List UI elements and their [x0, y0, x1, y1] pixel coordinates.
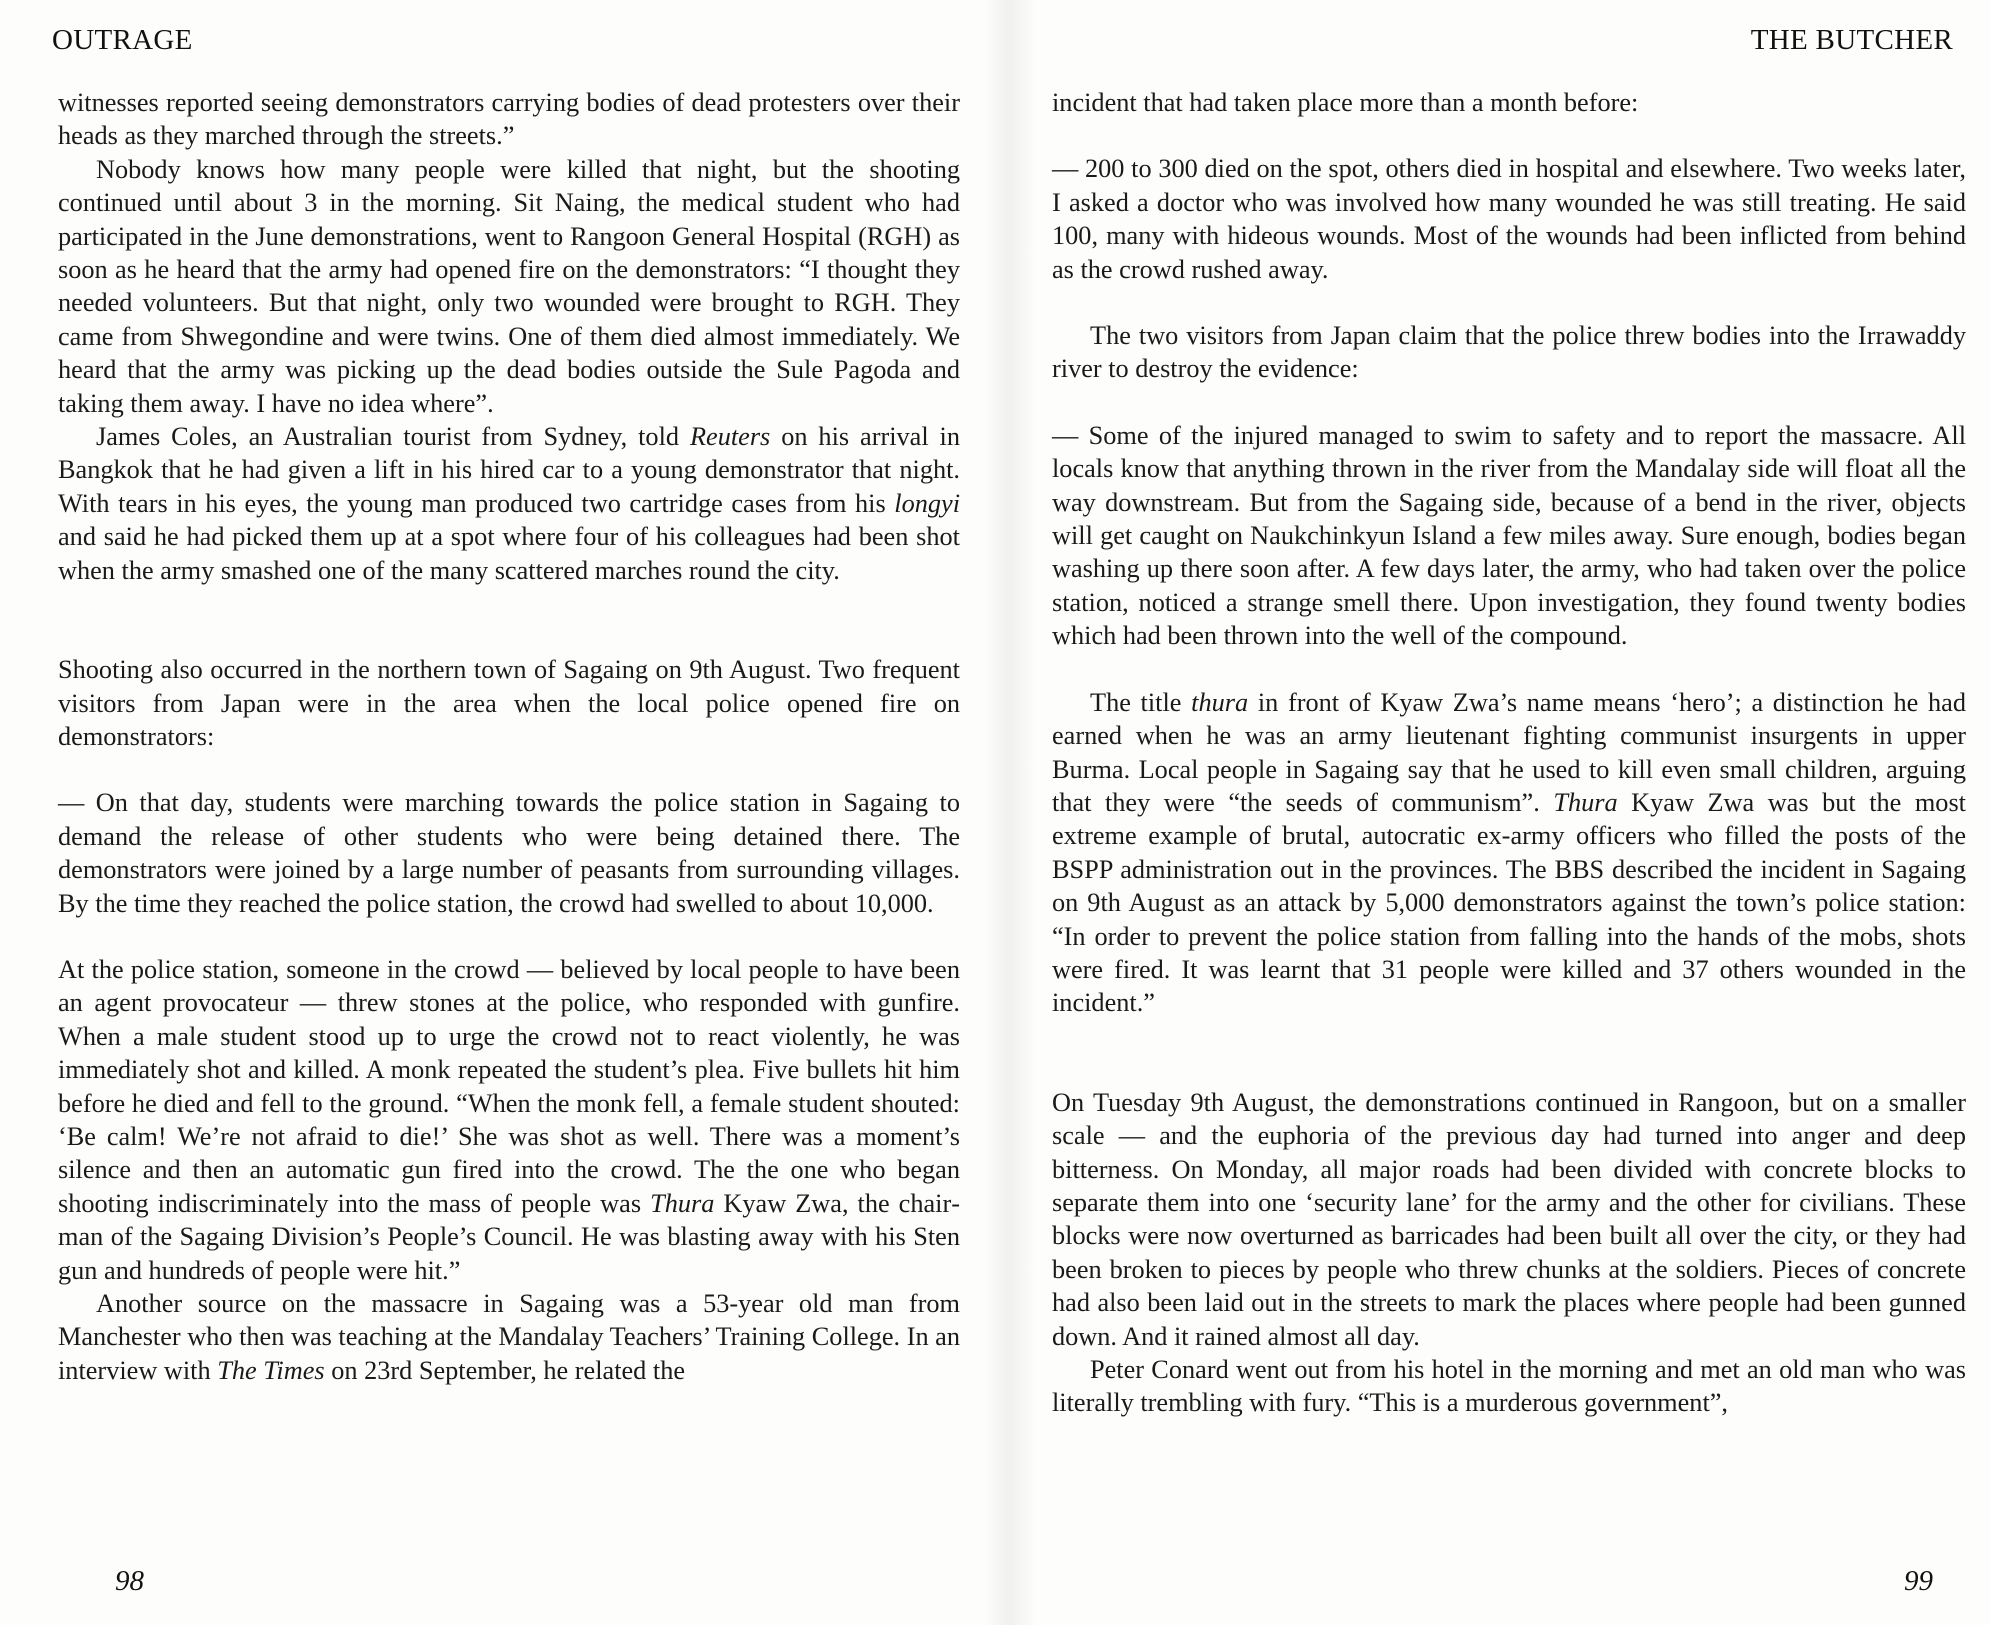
left-page — [0, 0, 990, 1625]
right-body-text — [1052, 86, 1966, 1420]
right-running-head: THE BUTCHER — [1750, 24, 1953, 56]
right-paragraph-4: — Some of the injured managed to swim to safety and to report the massacre. All locals know that anything thrown in the river from the Mandalay side will float all the way downstream. But from the Sagaing side, because of a bend in the river, objects will get caught on Naukchinkyun Island a few miles away. Sure enough, bodies began washing up there soon after. A few days later, the army, who had taken over the police station, noticed a strange smell there. Upon investigation, they found twenty bodies which had been thrown into the well of the compound. — [1052, 420, 1966, 651]
left-p7-text-c: on 23rd September, he related the — [324, 1355, 686, 1385]
right-p5-italic-thura-2: Thura — [1553, 787, 1618, 817]
right-p5-text-a: The title — [1090, 687, 1192, 717]
left-paragraph-2: Nobody knows how many people were killed that night, but the shooting continued until about 3 in the morning. Sit Naing, the medical student who had participated in the June demonstrations, went to Rangoon General Hospital (RGH) as soon as he heard that the army had opened fire on the demonstrators: “I thought they needed volunteers. But that night, only two wounded were brought to RGH. They came from Shwegondine and were twins. One of them died almost immediately. We heard that the army was picking up the dead bodies outside the Sule Pagoda and taking them away. I have no idea where”. — [58, 154, 960, 418]
right-p5-text-c: in front of Kyaw Zwa’s name means ‘hero’; a distinction he had earned when he was an army lieutenant fighting communist insurgents in upper Burma. Local people in Sagaing say that he used to kill even small children, arguing that they were “the seeds of communism”. — [1052, 687, 1966, 817]
left-paragraph-6 — [58, 953, 960, 1287]
right-paragraph-7: Peter Conard went out from his hotel in the morning and met an old man who was literally trembling with fury. “This is a murderous government”, — [1052, 1355, 1966, 1418]
left-p7-text-a: Another source on the massacre in Sagaing was a 53-year old man from Manchester who then was teaching at the Mandalay Teachers’ Training College. In an interview with — [58, 1289, 960, 1385]
right-p5-italic-thura: thura — [1191, 687, 1249, 717]
left-p3-text-c: on his arrival in Bangkok that he had given a lift in his hired car to a young demonstrator that night. With tears in his eyes, the young man produced two cartridge cases from his — [58, 422, 961, 518]
left-p6-text-c: Kyaw Zwa, the chairman of the Sagaing Division’s People’s Council. He was blasting away with his Sten gun and hundreds of people were hit.” — [58, 1188, 960, 1285]
book-gutter — [985, 0, 1035, 1625]
right-paragraph-3: The two visitors from Japan claim that the police threw bodies into the Irrawaddy river to destroy the evidence: — [1052, 321, 1966, 384]
left-p6-text-a: At the police station, someone in the crowd — believed by local people to have been an agent provocateur — threw stones at the police, who responded with gunfire. When a male student stood up to urge the crowd not to react violently, he was immediately shot and killed. A monk repeated the student’s plea. Five bullets hit him before he died and fell to the ground. “When the monk fell, a female student shouted: ‘Be calm! We’re not afraid to die!’ She was shot as well. There was a moment’s silence and then an automatic gun fired into the crowd. The the one who began shooting indiscriminately into the mass of people was — [58, 954, 960, 1218]
right-paragraph-1: incident that had taken place more than a month before: — [1052, 88, 1639, 117]
right-paragraph-2: — 200 to 300 died on the spot, others died in hospital and elsewhere. Two weeks later, I asked a doctor who was involved how many wounded he was still treating. He said 100, many with hideous wounds. Most of the wounds had been inflicted from behind as the crowd rushed away. — [1052, 154, 1966, 284]
left-p3-italic-longyi: longyi — [894, 488, 960, 518]
left-p7-italic-the-times: The Times — [217, 1355, 325, 1385]
left-p3-text-a: James Coles, an Australian tourist from Sydney, told — [96, 422, 690, 452]
left-paragraph-1: witnesses reported seeing demonstrators carrying bodies of dead protesters over their heads as they marched through the streets.” — [58, 88, 960, 151]
left-running-head: OUTRAGE — [52, 24, 193, 56]
left-paragraph-5: — On that day, students were marching towards the police station in Sagaing to demand the release of other students who were being detained there. The demonstrators were joined by a large number of peasants from surrounding villages. By the time they reached the police station, the crowd had swelled to about 10,000. — [58, 788, 960, 918]
left-p6-italic-thura: Thura — [650, 1188, 715, 1218]
right-page — [1030, 0, 1990, 1625]
right-page-number: 99 — [1904, 1565, 1933, 1597]
left-paragraph-3 — [58, 420, 960, 587]
left-p3-italic-reuters: Reuters — [689, 422, 771, 452]
left-p3-text-e: and said he had picked them up at a spot where four of his colleagues had been shot when the army smashed one of the many scattered marches round the city. — [58, 522, 960, 585]
right-p5-text-e: Kyaw Zwa was but the most extreme example of brutal, autocratic ex-army officers who filled the posts of the BSPP administration out in the provinces. The BBS described the incident in Sagaing on 9th August as an attack by 5,000 demonstrators against the town’s police station: “In order to prevent the police station from falling into the hands of the mobs, shots were fired. It was learnt that 31 people were killed and 37 others wounded in the incident.” — [1052, 787, 1966, 1018]
left-paragraph-4: Shooting also occurred in the northern town of Sagaing on 9th August. Two frequent visitors from Japan were in the area when the local police opened fire on demonstrators: — [58, 655, 960, 751]
right-paragraph-6: On Tuesday 9th August, the demonstrations continued in Rangoon, but on a smaller scale — and the euphoria of the previous day had turned into anger and deep bitterness. On Monday, all major roads had been divided with concrete blocks to separate them into one ‘security lane’ for the army and the other for civilians. These blocks were now overturned as barricades had been built all over the city, or they had been broken to pieces by people who threw chunks at the soldiers. Pieces of concrete had also been laid out in the streets to mark the places where people had been gunned down. And it rained almost all day. — [1052, 1087, 1966, 1351]
left-body-text — [58, 86, 960, 1387]
left-page-number: 98 — [115, 1565, 144, 1597]
left-paragraph-7 — [58, 1287, 960, 1387]
right-paragraph-5 — [1052, 686, 1966, 1020]
